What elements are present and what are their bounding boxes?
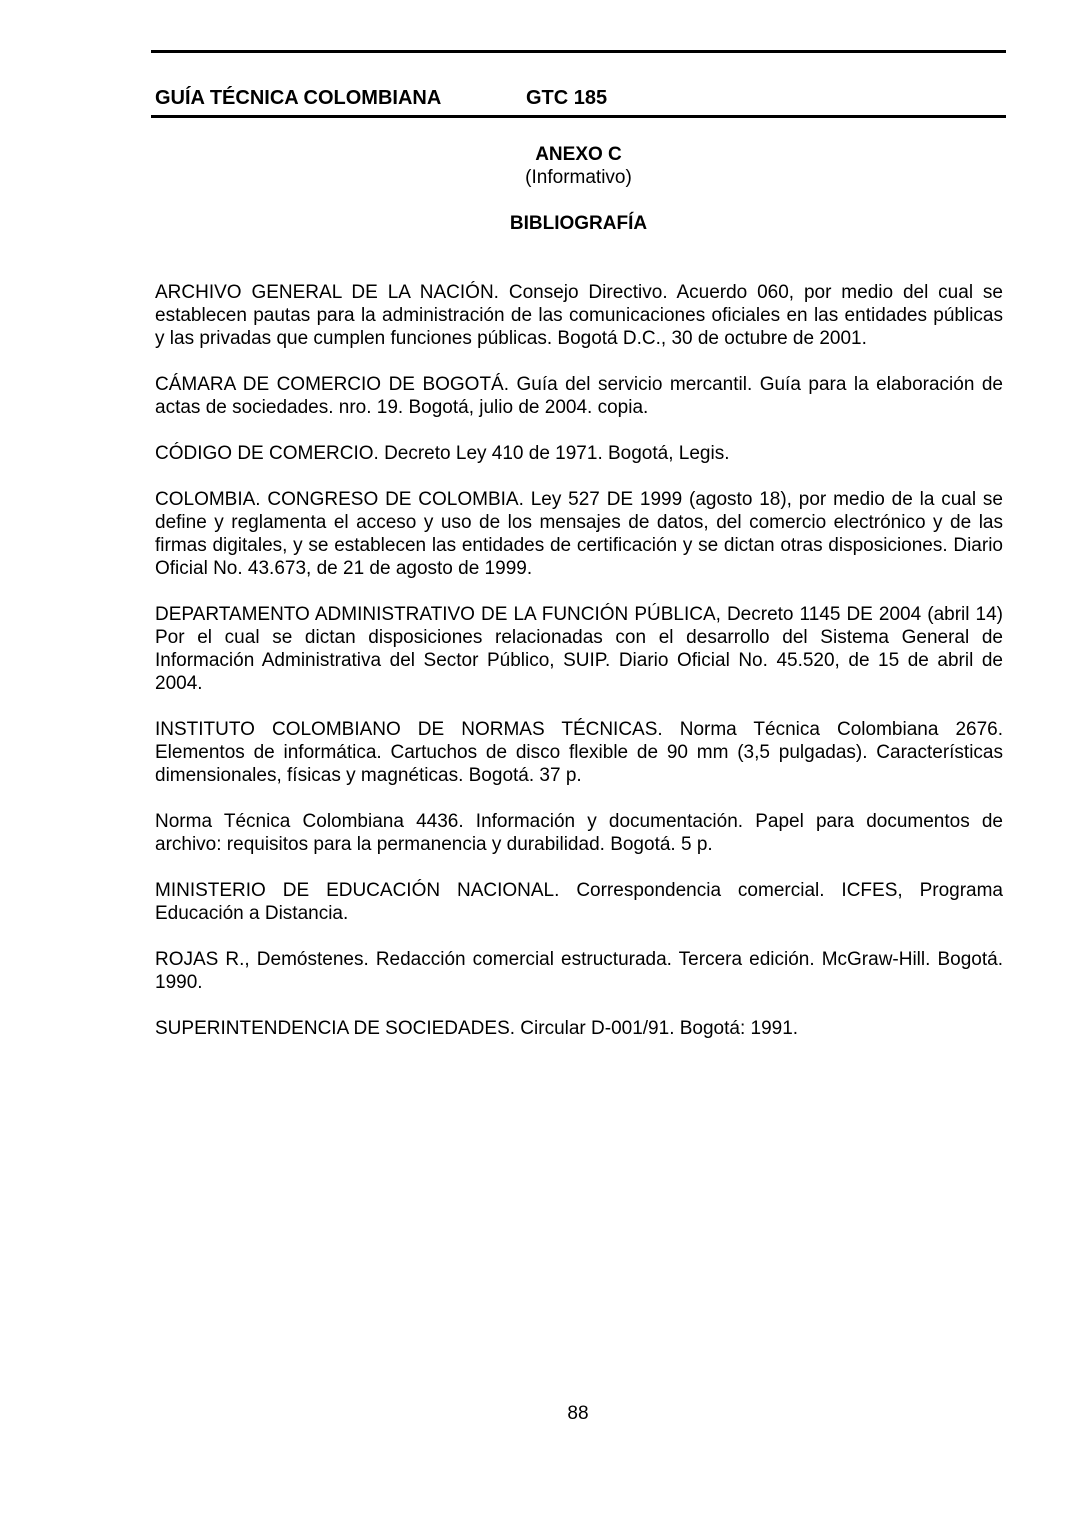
document-header-title: GUÍA TÉCNICA COLOMBIANA <box>155 87 442 109</box>
bibliography-entry: ROJAS R., Demóstenes. Redacción comercial estructurada. Tercera edición. McGraw-Hill. Bogotá. 1990. <box>155 949 1003 993</box>
bibliography-list <box>155 281 1003 1063</box>
annex-title: ANEXO C <box>535 144 622 165</box>
bibliography-entry: CÁMARA DE COMERCIO DE BOGOTÁ. Guía del servicio mercantil. Guía para la elaboración de actas de sociedades. nro. 19. Bogotá, julio de 2004. copia. <box>155 374 1003 418</box>
bibliography-entry: DEPARTAMENTO ADMINISTRATIVO DE LA FUNCIÓN PÚBLICA, Decreto 1145 DE 2004 (abril 14) Por el cual se dictan disposiciones relacionadas con el desarrollo del Sistema General de Información Administrativa del Sector Público, SUIP. Diario Oficial No. 45.520, de 15 de abril de 2004. <box>155 604 1003 694</box>
bibliography-entry: INSTITUTO COLOMBIANO DE NORMAS TÉCNICAS. Norma Técnica Colombiana 2676. Elementos de informática. Cartuchos de disco flexible de 90 mm (3,5 pulgadas). Características dimensionales, físicas y magnéticas. Bogotá. 37 p. <box>155 719 1003 786</box>
bibliography-entry: Norma Técnica Colombiana 4436. Información y documentación. Papel para documentos de archivo: requisitos para la permanencia y durabilidad. Bogotá. 5 p. <box>155 811 1003 855</box>
page-number: 88 <box>567 1403 589 1424</box>
annex-subtitle: (Informativo) <box>525 167 632 188</box>
bibliography-entry: SUPERINTENDENCIA DE SOCIEDADES. Circular D-001/91. Bogotá: 1991. <box>155 1018 799 1039</box>
bibliography-entry: COLOMBIA. CONGRESO DE COLOMBIA. Ley 527 DE 1999 (agosto 18), por medio de la cual se define y reglamenta el acceso y uso de los mensajes de datos, del comercio electrónico y de las firmas digitales, y se establecen las entidades de certificación y se dictan otras disposiciones. Diario Oficial No. 43.673, de 21 de agosto de 1999. <box>155 489 1003 579</box>
header-bottom-rule <box>151 115 1006 118</box>
bibliography-entry: CÓDIGO DE COMERCIO. Decreto Ley 410 de 1971. Bogotá, Legis. <box>155 443 730 464</box>
document-header-code: GTC 185 <box>526 87 608 109</box>
section-title: BIBLIOGRAFÍA <box>509 213 648 234</box>
header-top-rule <box>151 50 1006 53</box>
bibliography-entry: ARCHIVO GENERAL DE LA NACIÓN. Consejo Directivo. Acuerdo 060, por medio del cual se establecen pautas para la administración de las comunicaciones oficiales en las entidades públicas y las privadas que cumplen funciones públicas. Bogotá D.C., 30 de octubre de 2001. <box>155 282 1003 349</box>
bibliography-entry: MINISTERIO DE EDUCACIÓN NACIONAL. Correspondencia comercial. ICFES, Programa Educación a Distancia. <box>155 880 1003 924</box>
